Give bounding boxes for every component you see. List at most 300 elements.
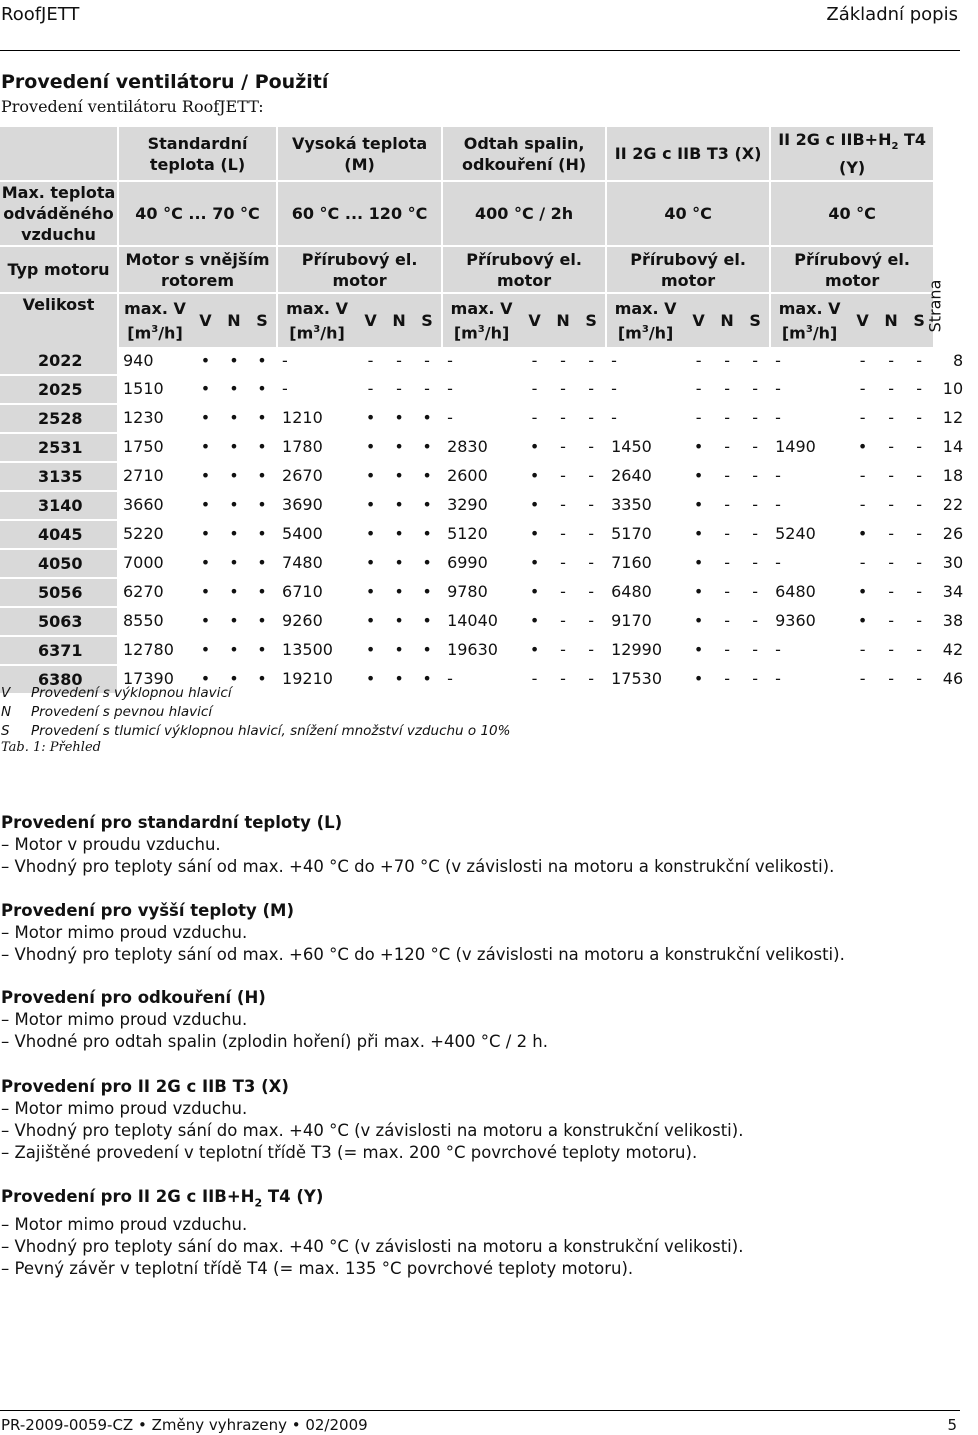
variant-cell: -: [888, 524, 894, 544]
variant-cell: -: [752, 466, 758, 486]
variant-cell: •: [229, 611, 239, 631]
variant-cell: •: [365, 582, 376, 602]
variant-cell: -: [560, 611, 566, 631]
variant-cell: -: [859, 408, 866, 428]
variant-cell: -: [916, 669, 922, 689]
variant-cell: -: [560, 582, 566, 602]
variant-cell: -: [588, 351, 594, 371]
section-x: [1, 1076, 743, 1164]
variant-cell: •: [422, 524, 432, 544]
flow-cell: 2830: [447, 437, 488, 457]
variant-cell: •: [693, 669, 704, 689]
variant-cell: •: [229, 640, 239, 660]
variant-cell: -: [859, 466, 866, 486]
flow-cell: -: [775, 466, 781, 486]
page-title: Provedení ventilátoru / Použití: [1, 71, 329, 93]
variant-cell: -: [916, 611, 922, 631]
variant-cell: •: [257, 669, 267, 689]
flow-cell: 9360: [775, 611, 816, 631]
table-row: [0, 577, 978, 606]
variant-cell: -: [752, 495, 758, 515]
page-ref-cell: 18: [942, 466, 964, 486]
variant-cell: •: [394, 408, 404, 428]
page-ref-cell: 38: [942, 611, 964, 631]
size-cell: 6380: [0, 664, 117, 693]
variant-cell: -: [695, 351, 702, 371]
variant-cell: -: [888, 640, 894, 660]
variant-cell: •: [693, 437, 704, 457]
variant-cell: •: [200, 553, 211, 573]
variant-cell: •: [422, 553, 432, 573]
flow-cell: -: [611, 379, 617, 399]
variant-cell: •: [394, 640, 404, 660]
table-row: [0, 635, 978, 664]
page-ref-cell: 22: [942, 495, 964, 515]
section-line: – Vhodný pro teploty sání do max. +40 °C (v závislosti na motoru a konstrukční velikosti).: [1, 1121, 744, 1140]
variant-cell: •: [365, 495, 376, 515]
variant-cell: -: [916, 582, 922, 602]
variant-cell: -: [752, 669, 758, 689]
variant-cell: -: [724, 437, 730, 457]
variant-cell: •: [422, 669, 432, 689]
page-ref-cell: 46: [942, 669, 964, 689]
variant-cell: •: [229, 437, 239, 457]
legend-item: S Provedení s tlumicí výklopnou hlavicí, snížení množství vzduchu o 10%: [1, 723, 511, 739]
variant-cell: -: [588, 582, 594, 602]
variant-cell: -: [888, 379, 894, 399]
page-ref-cell: 10: [942, 379, 964, 399]
section-line: – Vhodný pro teploty sání od max. +40 °C do +70 °C (v závislosti na motoru a konstrukční velikosti).: [1, 857, 835, 876]
variant-cell: •: [365, 408, 376, 428]
subheader-s: S: [905, 292, 933, 347]
variant-cell: •: [200, 669, 211, 689]
footer-page-number: 5: [947, 1416, 957, 1434]
subheader-n: N: [549, 292, 577, 347]
flow-cell: 9780: [447, 582, 488, 602]
variant-cell: -: [560, 437, 566, 457]
size-cell: 4045: [0, 519, 117, 548]
temp-y: 40 °C: [769, 180, 933, 245]
variant-cell: -: [859, 640, 866, 660]
table-row: [0, 403, 978, 432]
subheader-n: N: [877, 292, 905, 347]
subheader-s: S: [741, 292, 769, 347]
subheader-n: N: [220, 292, 248, 347]
variant-cell: -: [752, 611, 758, 631]
variant-cell: •: [257, 437, 267, 457]
variant-cell: -: [724, 408, 730, 428]
size-cell: 2025: [0, 374, 117, 403]
row-label-size: Velikost: [0, 292, 117, 347]
footer-divider: [0, 1410, 960, 1411]
subheader-max-flow: max. V $[m^3/h]$: [117, 292, 191, 347]
flow-cell: -: [775, 553, 781, 573]
section-heading: Provedení pro II 2G c IIB T3 (X): [1, 1077, 289, 1096]
subheader-v: V: [520, 292, 549, 347]
page-ref-cell: 14: [942, 437, 964, 457]
variant-cell: •: [529, 466, 540, 486]
motor-l: Motor s vnějším rotorem: [117, 245, 276, 292]
subheader-n: N: [385, 292, 413, 347]
flow-cell: 940: [123, 351, 154, 371]
variant-cell: •: [200, 351, 211, 371]
variant-cell: •: [365, 553, 376, 573]
variant-cell: -: [752, 437, 758, 457]
variant-cell: •: [257, 582, 267, 602]
variant-cell: •: [394, 524, 404, 544]
flow-cell: 5120: [447, 524, 488, 544]
variant-cell: -: [724, 582, 730, 602]
flow-cell: 1450: [611, 437, 652, 457]
variant-cell: -: [888, 351, 894, 371]
flow-cell: 12990: [611, 640, 663, 660]
variant-cell: -: [367, 351, 374, 371]
variant-cell: •: [422, 437, 432, 457]
flow-cell: 19630: [447, 640, 498, 660]
subheader-v: V: [191, 292, 220, 347]
group-header-y: II 2G c $IIB+H_2$ T4 (Y): [769, 127, 933, 180]
subheader-v: V: [848, 292, 877, 347]
section-heading: Provedení pro standardní teploty (L): [1, 813, 343, 832]
table-row: [0, 461, 978, 490]
variant-cell: -: [424, 351, 430, 371]
subheader-max-flow: max. V $[m^3/h]$: [441, 292, 520, 347]
variant-cell: -: [588, 553, 594, 573]
variant-cell: •: [394, 553, 404, 573]
variant-cell: -: [396, 379, 402, 399]
table-row: [0, 606, 978, 635]
variant-cell: •: [422, 408, 432, 428]
page-ref-cell: 34: [942, 582, 964, 602]
section-line: – Pevný závěr v teplotní třídě T4 (= max. 135 °C povrchové teploty motoru).: [1, 1259, 634, 1279]
variant-cell: •: [857, 611, 868, 631]
variant-cell: -: [724, 640, 730, 660]
page-ref-cell: 12: [942, 408, 964, 428]
section-line: – Zajištěné provedení v teplotní třídě T3 (= max. 200 °C povrchové teploty motoru).: [1, 1143, 698, 1162]
variant-cell: -: [916, 553, 922, 573]
variant-cell: •: [365, 611, 376, 631]
variant-cell: -: [888, 669, 894, 689]
size-cell: 4050: [0, 548, 117, 577]
variant-cell: -: [916, 495, 922, 515]
page-subtitle: Provedení ventilátoru RoofJETT:: [1, 97, 264, 116]
variant-cell: -: [588, 379, 594, 399]
variant-cell: -: [560, 553, 566, 573]
variant-cell: -: [560, 495, 566, 515]
variant-cell: -: [859, 553, 866, 573]
variant-cell: •: [422, 582, 432, 602]
section-heading: Provedení pro vyšší teploty (M): [1, 901, 295, 920]
motor-y: Přírubový el. motor: [769, 245, 933, 292]
flow-cell: -: [775, 669, 781, 689]
flow-cell: 7000: [123, 553, 164, 573]
flow-cell: 8550: [123, 611, 164, 631]
flow-cell: 14040: [447, 611, 498, 631]
flow-cell: 5170: [611, 524, 652, 544]
temp-l: 40 °C ... 70 °C: [117, 180, 276, 245]
variant-cell: •: [422, 466, 432, 486]
variant-cell: •: [200, 582, 211, 602]
variant-cell: •: [529, 640, 540, 660]
variant-cell: •: [257, 351, 267, 371]
variant-cell: -: [560, 466, 566, 486]
size-cell: 2022: [0, 347, 117, 374]
variant-cell: •: [394, 582, 404, 602]
corner-cell: [0, 127, 117, 180]
motor-h: Přírubový el. motor: [441, 245, 605, 292]
variant-cell: •: [693, 466, 704, 486]
variant-cell: -: [752, 524, 758, 544]
variant-cell: •: [693, 582, 704, 602]
variant-cell: •: [693, 495, 704, 515]
page-ref-cell: 26: [942, 524, 964, 544]
temp-x: 40 °C: [605, 180, 769, 245]
variant-cell: •: [693, 524, 704, 544]
variant-cell: •: [200, 437, 211, 457]
variant-cell: •: [229, 379, 239, 399]
variant-cell: •: [200, 495, 211, 515]
page-ref-cell: 42: [942, 640, 964, 660]
variant-cell: -: [531, 408, 538, 428]
section-line: – Vhodný pro teploty sání do max. +40 °C (v závislosti na motoru a konstrukční velikosti).: [1, 1237, 744, 1257]
variant-cell: •: [229, 466, 239, 486]
subheader-max-flow: max. V $[m^3/h]$: [605, 292, 684, 347]
flow-cell: -: [282, 379, 288, 399]
variant-cell: •: [422, 495, 432, 515]
variant-cell: •: [257, 640, 267, 660]
variant-cell: •: [693, 553, 704, 573]
variant-cell: •: [529, 611, 540, 631]
table-row: [0, 432, 978, 461]
variant-cell: •: [529, 437, 540, 457]
variant-cell: -: [695, 408, 702, 428]
flow-cell: 6990: [447, 553, 488, 573]
variant-cell: •: [229, 495, 239, 515]
section-y: [1, 1186, 743, 1280]
variant-cell: •: [229, 582, 239, 602]
temp-m: 60 °C ... 120 °C: [276, 180, 441, 245]
footer-doc-id: PR-2009-0059-CZ • Změny vyhrazeny • 02/2009: [1, 1416, 368, 1434]
temp-h: 400 °C / 2h: [441, 180, 605, 245]
variant-cell: -: [695, 379, 702, 399]
flow-cell: 6270: [123, 582, 164, 602]
flow-cell: 5220: [123, 524, 164, 544]
variant-cell: •: [529, 553, 540, 573]
variant-cell: •: [257, 553, 267, 573]
size-cell: 2528: [0, 403, 117, 432]
variant-cell: -: [396, 351, 402, 371]
variant-cell: -: [859, 351, 866, 371]
variant-cell: -: [888, 408, 894, 428]
variant-cell: •: [394, 495, 404, 515]
variant-cell: -: [588, 524, 594, 544]
variant-cell: •: [229, 669, 239, 689]
flow-cell: 13500: [282, 640, 333, 660]
flow-cell: -: [611, 351, 617, 371]
header-section: Základní popis: [826, 4, 958, 25]
variant-cell: •: [257, 379, 267, 399]
variant-cell: •: [200, 524, 211, 544]
size-cell: 3140: [0, 490, 117, 519]
variant-cell: -: [588, 640, 594, 660]
variant-cell: •: [229, 408, 239, 428]
flow-cell: 2640: [611, 466, 652, 486]
flow-cell: 1750: [123, 437, 164, 457]
variant-cell: -: [752, 553, 758, 573]
variant-cell: -: [859, 669, 866, 689]
flow-cell: 2600: [447, 466, 488, 486]
variant-cell: -: [560, 408, 566, 428]
variant-cell: •: [257, 408, 267, 428]
flow-cell: 9170: [611, 611, 652, 631]
flow-cell: -: [447, 669, 453, 689]
variant-cell: •: [257, 524, 267, 544]
variant-cell: •: [200, 379, 211, 399]
variant-cell: •: [394, 466, 404, 486]
row-label-max-temp: Max. teplota odváděného vzduchu: [0, 180, 117, 245]
variant-cell: -: [916, 640, 922, 660]
flow-cell: 6480: [611, 582, 652, 602]
variant-cell: •: [394, 611, 404, 631]
flow-cell: 5400: [282, 524, 323, 544]
page-ref-cell: 30: [942, 553, 964, 573]
variant-cell: -: [724, 611, 730, 631]
variant-cell: •: [365, 466, 376, 486]
header-divider: [0, 50, 960, 51]
variant-cell: •: [693, 611, 704, 631]
legend: [1, 684, 510, 741]
variant-cell: •: [200, 408, 211, 428]
flow-cell: 12780: [123, 640, 174, 660]
variant-cell: -: [424, 379, 430, 399]
variant-cell: -: [752, 379, 758, 399]
group-header-h: Odtah spalin, odkouření (H): [441, 127, 605, 180]
section-m: [1, 900, 845, 966]
variant-cell: -: [752, 640, 758, 660]
variant-cell: -: [588, 495, 594, 515]
flow-cell: 2670: [282, 466, 323, 486]
motor-m: Přírubový el. motor: [276, 245, 441, 292]
flow-cell: 6710: [282, 582, 323, 602]
variant-cell: -: [588, 466, 594, 486]
flow-cell: 3690: [282, 495, 323, 515]
row-label-motor-type: Typ motoru: [0, 245, 117, 292]
variant-cell: -: [916, 524, 922, 544]
subheader-s: S: [248, 292, 276, 347]
section-line: – Motor mimo proud vzduchu.: [1, 923, 248, 942]
variant-cell: -: [916, 379, 922, 399]
group-header-m: Vysoká teplota (M): [276, 127, 441, 180]
variant-cell: •: [365, 437, 376, 457]
subheader-v: V: [684, 292, 713, 347]
group-header-l: Standardní teplota (L): [117, 127, 276, 180]
subheader-max-flow: max. V $[m^3/h]$: [276, 292, 356, 347]
flow-cell: 6480: [775, 582, 816, 602]
variant-cell: -: [888, 466, 894, 486]
variant-cell: -: [888, 553, 894, 573]
size-cell: 3135: [0, 461, 117, 490]
variant-cell: -: [916, 351, 922, 371]
subheader-s: S: [413, 292, 441, 347]
flow-cell: 1510: [123, 379, 164, 399]
variant-cell: -: [588, 408, 594, 428]
table-row: [0, 490, 978, 519]
variant-cell: •: [529, 495, 540, 515]
section-line: – Vhodný pro teploty sání od max. +60 °C do +120 °C (v závislosti na motoru a konstrukční velikosti).: [1, 945, 845, 964]
variant-cell: •: [529, 524, 540, 544]
variant-cell: -: [859, 495, 866, 515]
size-cell: 5063: [0, 606, 117, 635]
flow-cell: 1210: [282, 408, 323, 428]
section-h: [1, 987, 548, 1053]
variant-cell: -: [560, 640, 566, 660]
table-row: [0, 347, 978, 374]
variant-cell: •: [200, 466, 211, 486]
legend-item: N Provedení s pevnou hlavicí: [1, 704, 213, 720]
variant-cell: •: [365, 669, 376, 689]
flow-cell: 3660: [123, 495, 164, 515]
variant-cell: •: [422, 611, 432, 631]
flow-cell: -: [282, 351, 288, 371]
flow-cell: 7480: [282, 553, 323, 573]
variant-cell: -: [916, 408, 922, 428]
variant-cell: •: [229, 553, 239, 573]
subheader-n: N: [713, 292, 741, 347]
flow-cell: 1490: [775, 437, 816, 457]
flow-cell: -: [447, 379, 453, 399]
variant-cell: -: [588, 437, 594, 457]
variant-cell: •: [200, 640, 211, 660]
header-brand: RoofJETT: [1, 4, 80, 25]
section-line: – Motor mimo proud vzduchu.: [1, 1010, 248, 1029]
variant-cell: -: [724, 379, 730, 399]
variant-cell: •: [257, 495, 267, 515]
variant-cell: -: [888, 611, 894, 631]
motor-x: Přírubový el. motor: [605, 245, 769, 292]
variant-cell: -: [560, 669, 566, 689]
variant-cell: •: [257, 466, 267, 486]
variant-cell: •: [529, 582, 540, 602]
size-cell: 5056: [0, 577, 117, 606]
variant-cell: •: [229, 524, 239, 544]
flow-cell: 3350: [611, 495, 652, 515]
variant-cell: -: [367, 379, 374, 399]
section-line: – Motor v proudu vzduchu.: [1, 835, 221, 854]
flow-cell: -: [775, 408, 781, 428]
flow-cell: 17390: [123, 669, 174, 689]
flow-cell: -: [447, 351, 453, 371]
variant-cell: •: [200, 611, 211, 631]
table-caption: Tab. 1: Přehled: [1, 740, 101, 755]
variant-cell: -: [531, 351, 538, 371]
flow-cell: -: [611, 408, 617, 428]
subheader-s: S: [577, 292, 605, 347]
variant-cell: •: [394, 437, 404, 457]
variant-cell: •: [257, 611, 267, 631]
size-cell: 6371: [0, 635, 117, 664]
variant-cell: -: [588, 611, 594, 631]
size-cell: 2531: [0, 432, 117, 461]
variant-cell: •: [394, 669, 404, 689]
variant-cell: -: [752, 351, 758, 371]
section-heading: Provedení pro odkouření (H): [1, 988, 266, 1007]
flow-cell: 5240: [775, 524, 816, 544]
flow-cell: 3290: [447, 495, 488, 515]
flow-cell: -: [775, 379, 781, 399]
variant-cell: -: [752, 582, 758, 602]
variant-cell: -: [724, 524, 730, 544]
flow-cell: 19210: [282, 669, 333, 689]
